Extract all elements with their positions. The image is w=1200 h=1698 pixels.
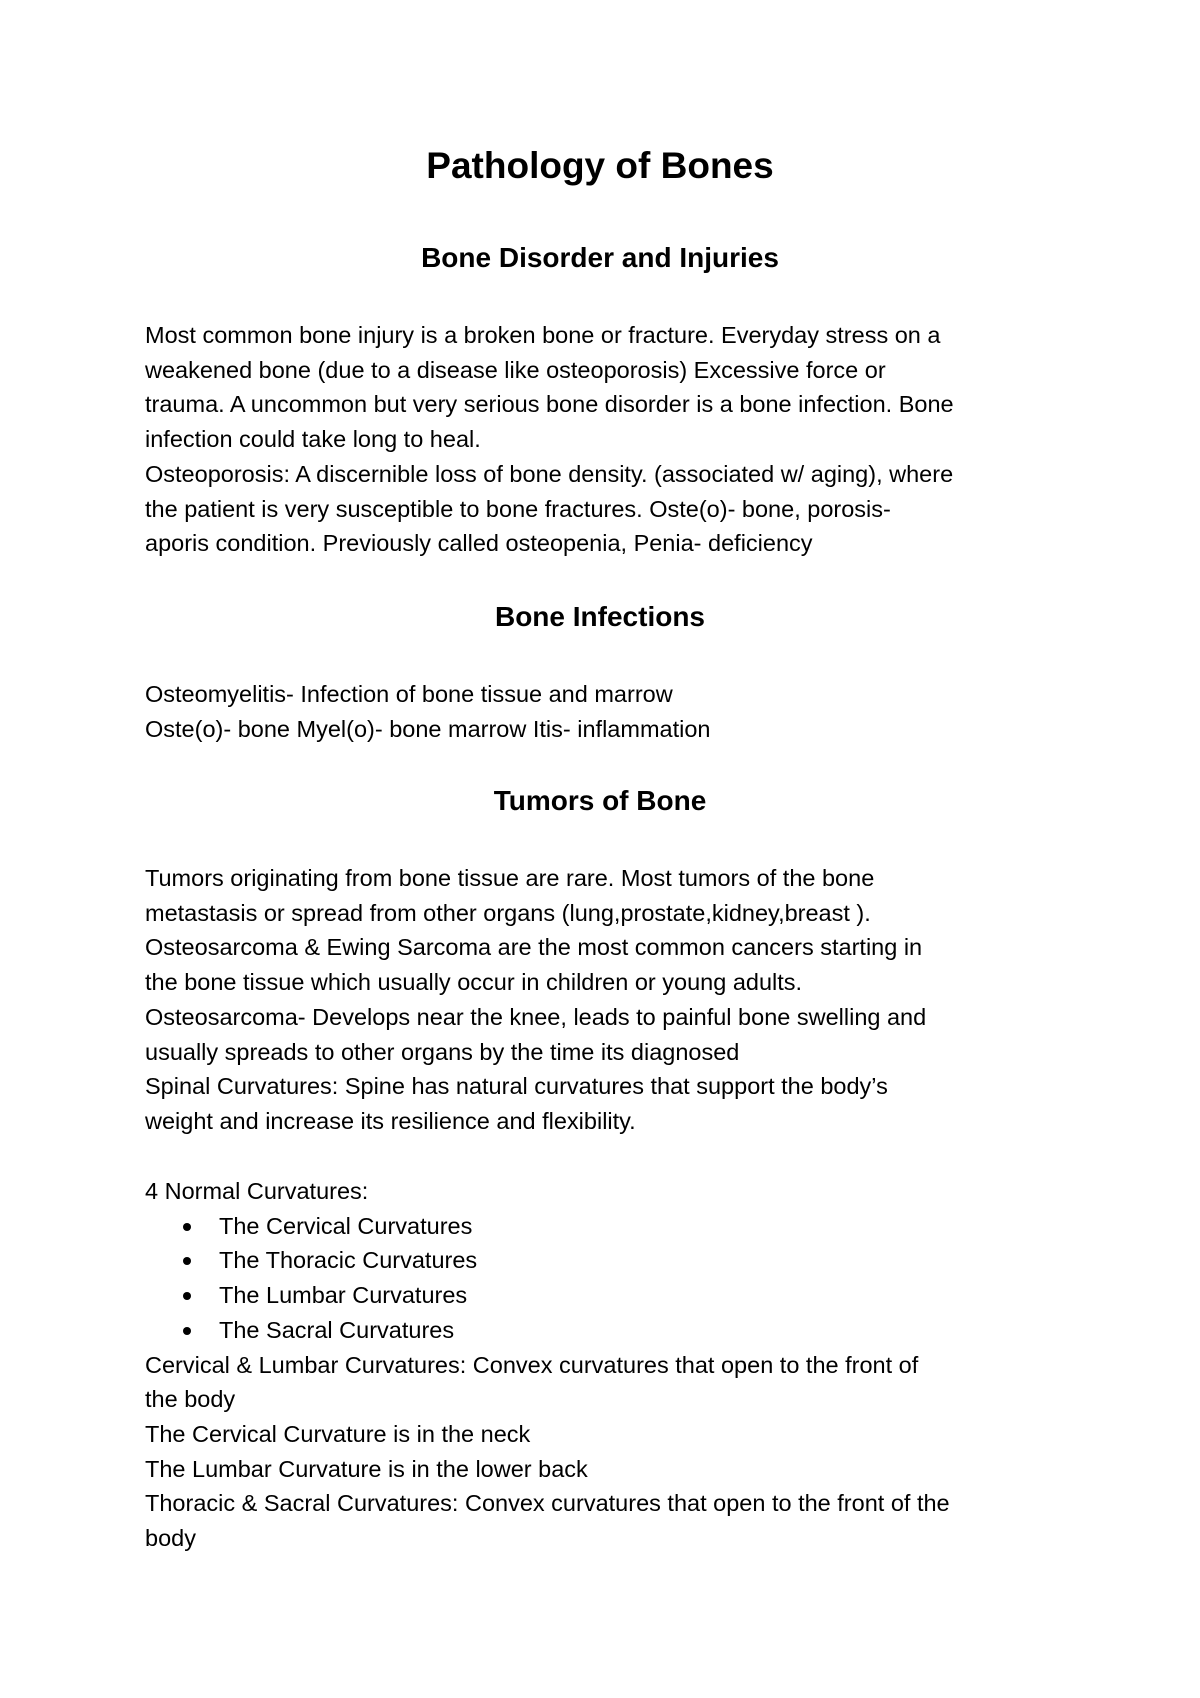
text-line: The Cervical Curvature is in the neck xyxy=(145,1420,531,1447)
text-line: weight and increase its resilience and flexibility. xyxy=(145,1107,636,1134)
list-item-text: The Lumbar Curvatures xyxy=(219,1282,468,1309)
text-line: aporis condition. Previously called osteopenia, Penia- deficiency xyxy=(145,530,813,557)
text-line: the body xyxy=(145,1386,236,1413)
list-item xyxy=(145,1209,1065,1244)
list-item-text: The Thoracic Curvatures xyxy=(219,1247,478,1274)
page-title: Pathology of Bones xyxy=(426,145,774,186)
text-line: infection could take long to heal. xyxy=(145,426,481,453)
text-line: Cervical & Lumbar Curvatures: Convex curvatures that open to the front of xyxy=(145,1351,919,1378)
section-heading-tumors: Tumors of Bone xyxy=(493,785,707,816)
section-body-tumors xyxy=(145,861,1065,1139)
list-item-text: The Cervical Curvatures xyxy=(219,1212,473,1239)
bullet-icon xyxy=(183,1292,191,1300)
text-line: metastasis or spread from other organs (lung,prostate,kidney,breast ). xyxy=(145,899,871,926)
text-line: the bone tissue which usually occur in children or young adults. xyxy=(145,969,803,996)
section-body-disorders xyxy=(145,318,1065,561)
text-line: usually spreads to other organs by the time its diagnosed xyxy=(145,1038,740,1065)
list-item-text: The Sacral Curvatures xyxy=(219,1316,455,1343)
curvatures-list xyxy=(145,1209,1065,1348)
text-line: Oste(o)- bone Myel(o)- bone marrow Itis- inflammation xyxy=(145,715,711,742)
bullet-icon xyxy=(183,1257,191,1265)
bullet-icon xyxy=(183,1223,191,1231)
section-body-infections xyxy=(145,677,1065,746)
text-line: the patient is very susceptible to bone fractures. Oste(o)- bone, porosis- xyxy=(145,495,891,522)
text-line: Osteomyelitis- Infection of bone tissue and marrow xyxy=(145,681,673,707)
section-heading-infections: Bone Infections xyxy=(494,601,705,632)
text-line: Osteosarcoma- Develops near the knee, leads to painful bone swelling and xyxy=(145,1003,927,1030)
bullet-icon xyxy=(183,1327,191,1335)
text-line: body xyxy=(145,1525,196,1552)
text-line: The Lumbar Curvature is in the lower back xyxy=(145,1455,588,1482)
curvatures-label: 4 Normal Curvatures: xyxy=(145,1178,369,1204)
text-line: Spinal Curvatures: Spine has natural curvatures that support the body’s xyxy=(145,1073,888,1100)
text-line: Most common bone injury is a broken bone or fracture. Everyday stress on a xyxy=(145,322,941,348)
list-item xyxy=(145,1313,1065,1348)
text-line: weakened bone (due to a disease like osteoporosis) Excessive force or xyxy=(145,356,886,383)
list-item xyxy=(145,1278,1065,1313)
text-line: Thoracic & Sacral Curvatures: Convex curvatures that open to the front of the xyxy=(145,1490,950,1517)
text-line: trauma. A uncommon but very serious bone disorder is a bone infection. Bone xyxy=(145,391,954,418)
list-item xyxy=(145,1243,1065,1278)
text-line: Tumors originating from bone tissue are rare. Most tumors of the bone xyxy=(145,865,875,891)
text-line: Osteosarcoma & Ewing Sarcoma are the most common cancers starting in xyxy=(145,934,923,961)
text-line: Osteoporosis: A discernible loss of bone density. (associated w/ aging), where xyxy=(145,460,954,487)
section-heading-disorders: Bone Disorder and Injuries xyxy=(421,242,779,273)
curvatures-block xyxy=(145,1174,1065,1556)
